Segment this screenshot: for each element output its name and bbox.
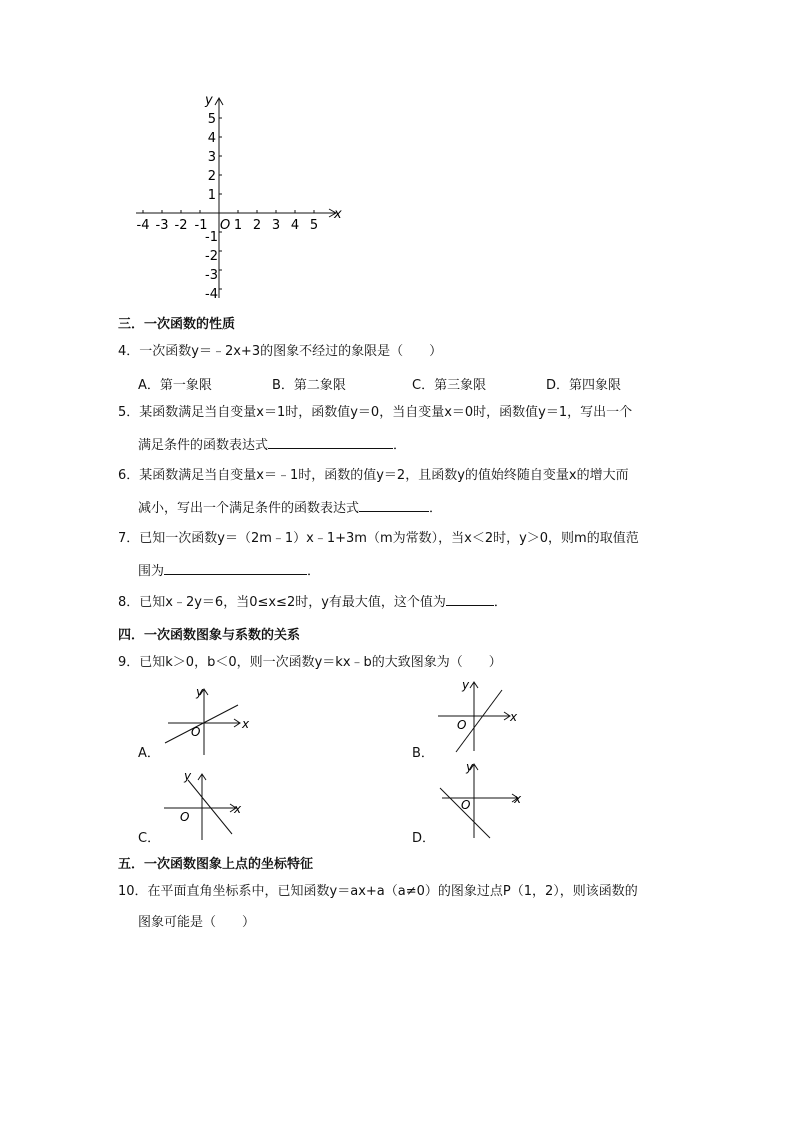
graph-b-x-label: x [510,710,518,724]
q9-option-c-graph[interactable] [160,768,260,843]
question-8-text: 8．已知x﹣2y＝6，当0≤x≤2时，y有最大值，这个值为 [118,595,446,610]
q9-option-a-graph[interactable] [160,683,260,758]
question-6-text: 减小，写出一个满足条件的函数表达式 [138,501,360,516]
question-10-line-2: 图象可能是（ ） [138,915,256,930]
q9-option-d-graph[interactable] [434,758,534,843]
graph-a-origin: O [191,725,201,739]
x-tick-label: -4 [136,218,150,233]
y-tick-label: 3 [207,150,216,165]
question-10-line-1: 10．在平面直角坐标系中，已知函数y＝ax+a（a≠0）的图象过点P（1，2），则该函数的 [118,884,638,899]
section-3-title: 三．一次函数的性质 [118,317,236,332]
x-axis-label: x [334,207,342,222]
question-4: 4．一次函数y＝﹣2x+3的图象不经过的象限是（ ） [118,344,443,359]
y-tick-label: -3 [205,268,218,283]
y-tick-label: 2 [207,169,216,184]
q7-answer-blank[interactable] [164,562,307,575]
graph-a-y-label: y [196,685,204,699]
x-tick-label: -3 [155,218,169,233]
y-tick-label: -4 [205,287,218,302]
graph-d-y-label: y [466,760,474,774]
q9-option-a-label[interactable]: A． [138,746,160,761]
x-tick-label: 5 [309,218,319,233]
graph-b-origin: O [457,718,467,732]
graph-a-x-label: x [242,717,250,731]
graph-c-origin: O [180,810,190,824]
q9-option-c-label[interactable]: C． [138,831,161,846]
q5-answer-blank[interactable] [268,436,393,449]
y-tick-label: -1 [205,230,218,245]
section-5-title: 五．一次函数图象上点的坐标特征 [118,857,314,872]
question-5-line-2 [138,436,406,454]
question-5-text: 满足条件的函数表达式 [138,438,269,453]
x-tick-label: 4 [290,218,300,233]
q8-answer-blank[interactable] [446,593,494,606]
graph-d-x-label: x [514,792,522,806]
y-tick-label: 5 [207,112,216,127]
question-6-line-1: 6．某函数满足当自变量x＝﹣1时，函数的值y＝2，且函数y的值始终随自变量x的增大而 [118,468,629,483]
question-9: 9．已知k＞0，b＜0，则一次函数y＝kx﹣b的大致图象为（ ） [118,655,502,670]
q4-option-a[interactable]: A．第一象限 [138,378,212,393]
y-tick-label: -2 [205,249,218,264]
x-tick-label: 1 [233,218,243,233]
graph-d-origin: O [461,798,471,812]
x-tick-label: -2 [174,218,188,233]
graph-c-x-label: x [234,802,242,816]
question-6-line-2 [138,499,442,517]
q4-option-c[interactable]: C．第三象限 [412,378,487,393]
origin-label: O [220,218,231,233]
y-axis-label: y [205,93,213,108]
graph-b-y-label: y [462,678,470,692]
q9-option-b-label[interactable]: B． [412,746,434,761]
question-7-text: 围为 [138,564,165,579]
q6-answer-blank[interactable] [359,499,429,512]
q6-end: ． [429,501,443,516]
q7-end: ． [307,564,321,579]
question-8 [118,593,507,611]
q4-option-d[interactable]: D．第四象限 [546,378,622,393]
y-tick-label: 4 [207,131,216,146]
q9-option-d-label[interactable]: D． [412,831,436,846]
question-7-line-1: 7．已知一次函数y＝（2m﹣1）x﹣1+3m（m为常数），当x＜2时，y＞0，则m的取值范 [118,531,639,546]
q8-end: ． [493,595,507,610]
x-tick-label: 3 [271,218,281,233]
question-5-line-1: 5．某函数满足当自变量x＝1时，函数值y＝0，当自变量x＝0时，函数值y＝1，写出一个 [118,405,633,420]
coordinate-plane [130,88,350,303]
section-4-title: 四．一次函数图象与系数的关系 [118,628,301,643]
question-7-line-2 [138,562,320,580]
x-tick-label: -1 [194,218,208,233]
q5-end: ． [393,438,407,453]
q4-option-b[interactable]: B．第二象限 [272,378,346,393]
x-tick-label: 2 [252,218,262,233]
q9-option-b-graph[interactable] [430,676,530,756]
y-tick-label: 1 [207,188,216,203]
graph-c-y-label: y [184,769,192,783]
